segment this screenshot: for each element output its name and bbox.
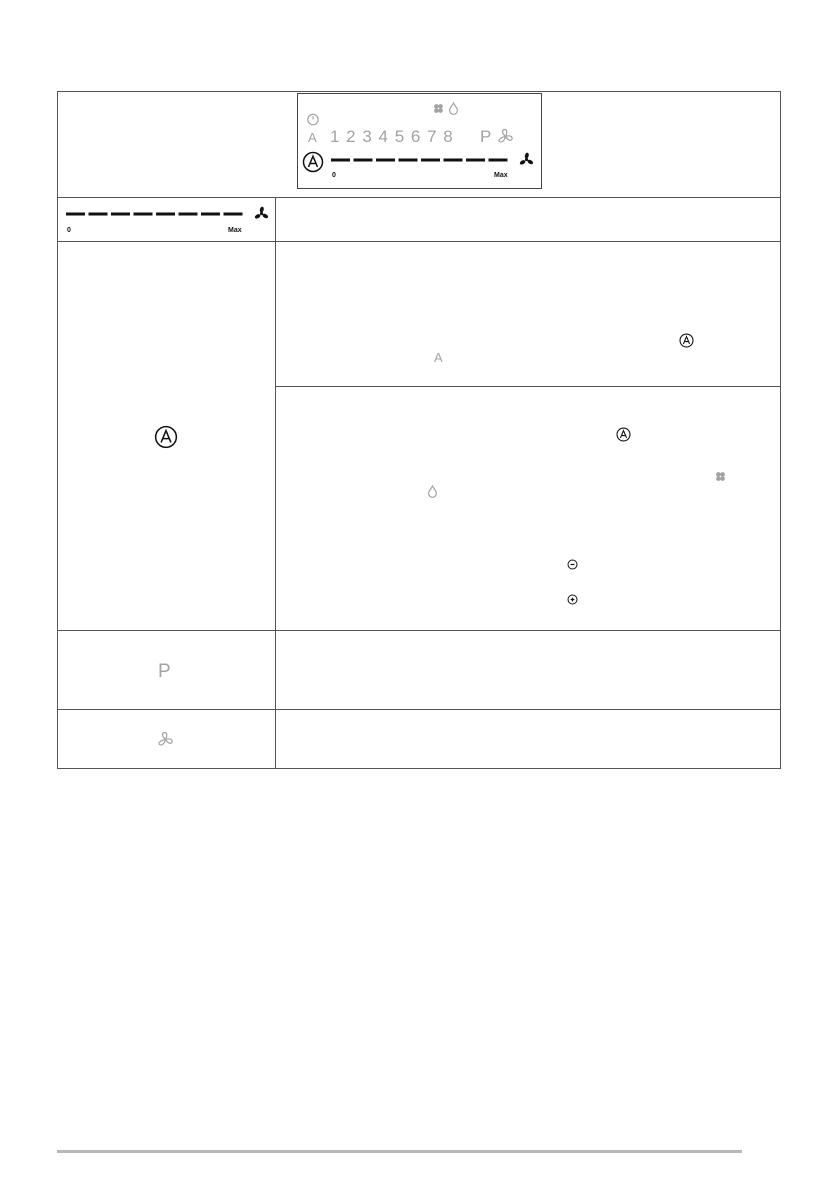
auto-letter: A	[434, 350, 443, 365]
plus-button-icon	[567, 594, 578, 605]
row-divider	[57, 630, 781, 631]
row-divider	[57, 197, 781, 198]
breeze-icon	[157, 731, 174, 748]
circled-a-icon	[616, 427, 631, 442]
bar-max-label: Max	[494, 172, 508, 179]
drop-icon	[448, 102, 459, 115]
bar-max-label: Max	[228, 227, 242, 234]
speed-digits: 1 2 3 4 5 6 7 8	[330, 127, 455, 146]
fan-icon	[519, 152, 534, 167]
breeze-icon	[497, 128, 514, 145]
clover-icon	[715, 471, 726, 482]
fan-icon	[254, 206, 269, 221]
clock-icon	[306, 112, 320, 126]
auto-letter: A	[308, 130, 317, 145]
circled-a-icon	[302, 151, 324, 173]
circled-a-icon	[154, 425, 178, 449]
row-divider	[275, 386, 781, 387]
row-divider	[57, 709, 781, 710]
footer-rule	[57, 1150, 742, 1153]
p-letter: P	[480, 127, 492, 146]
bar-min-label: 0	[67, 227, 71, 234]
column-divider	[275, 197, 276, 769]
drop-icon	[427, 485, 438, 498]
clover-icon	[433, 103, 444, 114]
row-divider	[57, 241, 781, 242]
speed-bar	[66, 211, 246, 217]
minus-button-icon	[567, 559, 578, 570]
bar-min-label: 0	[332, 172, 336, 179]
circled-a-icon	[679, 333, 694, 348]
p-letter: P	[158, 661, 171, 682]
speed-bar	[331, 157, 511, 163]
